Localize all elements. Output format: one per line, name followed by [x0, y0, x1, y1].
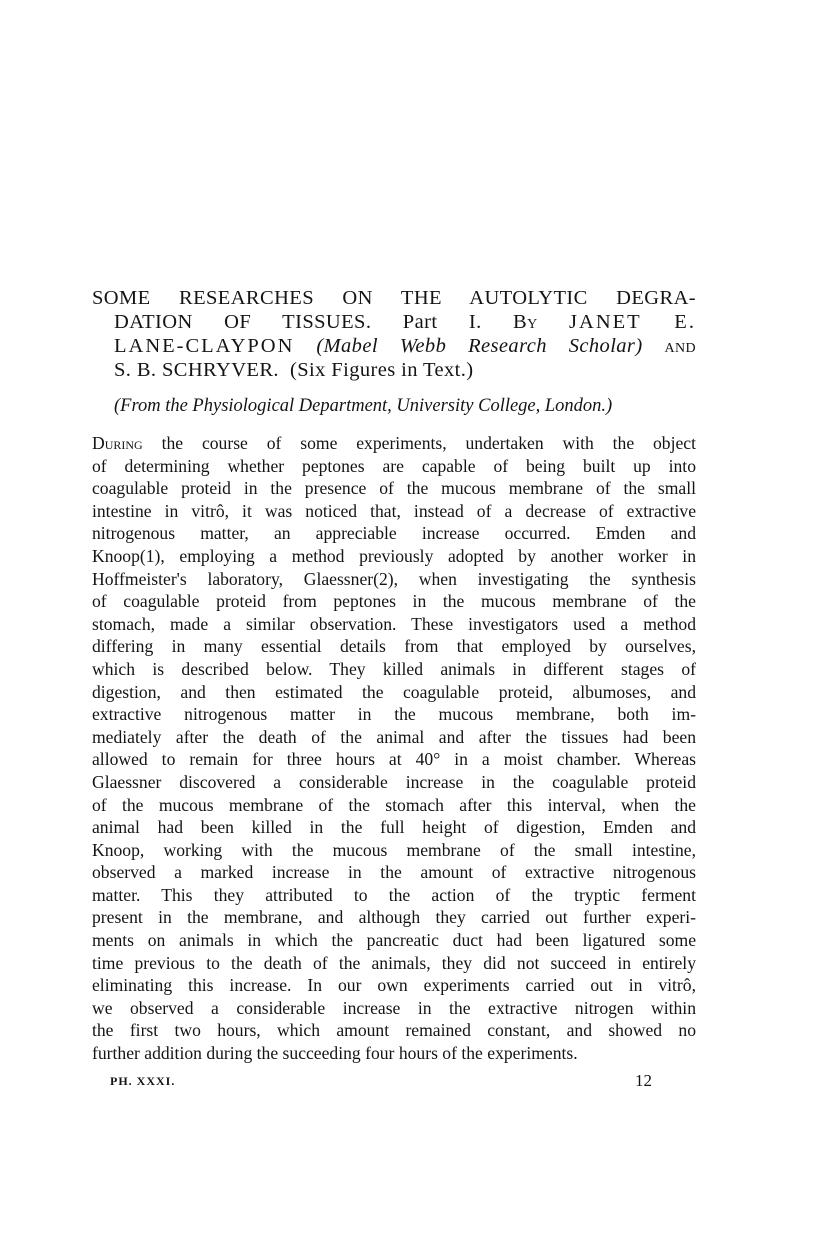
body-line [92, 613, 696, 636]
body-line-text: intestine in vitrô, it was noticed that, instead of a decrease of extractive [92, 500, 696, 521]
body-line-text: we observed a considerable increase in the extractive nitrogen within [92, 997, 696, 1018]
body-line [92, 839, 696, 862]
body-line [92, 703, 696, 726]
body-line-text: nitrogenous matter, an appreciable increase occurred. Emden and [92, 523, 696, 544]
body-line [92, 432, 696, 455]
body-line [92, 1019, 696, 1042]
title-fragment: DATION OF TISSUES. [114, 311, 372, 333]
body-line [92, 816, 696, 839]
article-title [92, 286, 696, 382]
body-line [92, 590, 696, 613]
body-line [92, 974, 696, 997]
body-line-text: of determining whether peptones are capable of being built up into [92, 455, 696, 476]
body-line [92, 545, 696, 568]
body-line-text: which is described below. They killed animals in different stages of [92, 658, 696, 679]
body-line-text: stomach, made a similar observation. These investigators used a method [92, 613, 696, 634]
body-line-text: Glaessner discovered a considerable increase in the coagulable proteid [92, 771, 696, 792]
body-line [92, 681, 696, 704]
body-line-text: time previous to the death of the animals, they did not succeed in entirely [92, 952, 696, 973]
body-line-text: the first two hours, which amount remained constant, and showed no [92, 1020, 696, 1041]
body-line [92, 658, 696, 681]
body-line-text: differing in many essential details from that employed by ourselves, [92, 636, 696, 657]
body-line-text: Knoop, working with the mucous membrane of the small intestine, [92, 839, 696, 860]
body-line-text: further addition during the succeeding four hours of the experiments. [92, 1043, 578, 1064]
title-and: and [664, 335, 696, 357]
body-line [92, 952, 696, 975]
body-line-text: digestion, and then estimated the coagulable proteid, albumoses, and [92, 681, 696, 702]
body-line [92, 906, 696, 929]
title-part: Part I. [402, 311, 482, 333]
body-line [92, 522, 696, 545]
page-footer [92, 1071, 696, 1091]
body-line [92, 861, 696, 884]
body-line-text: matter. This they attributed to the action of the tryptic ferment [92, 884, 696, 905]
journal-signature: PH. XXXI. [110, 1073, 176, 1088]
body-line-text: of coagulable proteid from peptones in the mucous membrane of the [92, 591, 696, 612]
figure-note: (Six Figures in Text.) [290, 359, 474, 381]
affiliation: (From the Physiological Department, University College, London.) [114, 396, 613, 416]
title-by: By [513, 311, 538, 333]
body-line [92, 455, 696, 478]
body-line [92, 997, 696, 1020]
body-line-text: Hoffmeister's laboratory, Glaessner(2), when investigating the synthesis [92, 568, 696, 589]
article-body [92, 432, 696, 1065]
body-line-text: the course of some experiments, undertaken with the object [142, 433, 696, 453]
body-line-text: of the mucous membrane of the stomach after this interval, when the [92, 794, 696, 815]
body-line-text: Knoop(1), employing a method previously adopted by another worker in [92, 545, 696, 566]
body-line-text: animal had been killed in the full height of digestion, Emden and [92, 817, 696, 838]
body-line-text: ments on animals in which the pancreatic duct had been ligatured some [92, 930, 696, 951]
author-1-role: (Mabel Webb Research Scholar) [316, 335, 643, 357]
author-2: S. B. SCHRYVER. [114, 359, 279, 381]
body-line-text: extractive nitrogenous matter in the mucous membrane, both im- [92, 704, 696, 725]
body-line [92, 726, 696, 749]
body-line-text: allowed to remain for three hours at 40° in a moist chamber. Whereas [92, 749, 696, 770]
body-line [92, 1042, 696, 1065]
body-line [92, 635, 696, 658]
body-line [92, 477, 696, 500]
body-line [92, 748, 696, 771]
body-line [92, 794, 696, 817]
title-line-4 [92, 358, 696, 382]
body-line [92, 568, 696, 591]
body-line-text: mediately after the death of the animal and after the tissues had been [92, 726, 696, 747]
body-line [92, 771, 696, 794]
author-1-last: LANE-CLAYPON [114, 335, 295, 357]
body-line [92, 500, 696, 523]
opening-word: During [92, 433, 143, 453]
body-line-text: coagulable proteid in the presence of the mucous membrane of the small [92, 478, 696, 499]
body-line-text: observed a marked increase in the amount of extractive nitrogenous [92, 862, 696, 883]
title-line-2 [92, 310, 696, 334]
article-page [92, 286, 696, 1091]
page-number: 12 [635, 1070, 652, 1090]
body-line-text: eliminating this increase. In our own experiments carried out in vitrô, [92, 975, 696, 996]
title-line-1: SOME RESEARCHES ON THE AUTOLYTIC DEGRA- [92, 287, 696, 309]
author-1-first: JANET E. [569, 311, 696, 333]
body-line [92, 884, 696, 907]
body-line [92, 929, 696, 952]
title-line-3 [92, 334, 696, 358]
body-line-text: present in the membrane, and although they carried out further experi- [92, 907, 696, 928]
